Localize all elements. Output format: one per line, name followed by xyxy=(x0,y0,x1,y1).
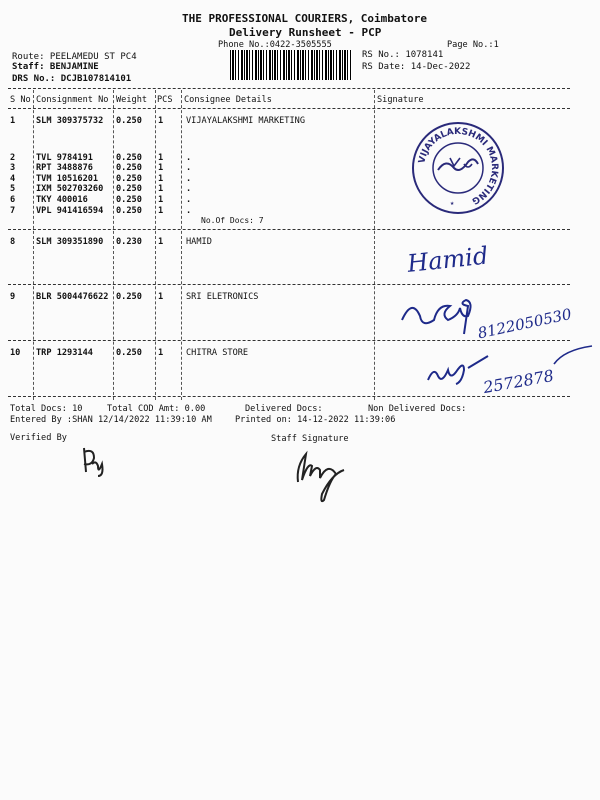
row-pcs: 1 xyxy=(158,292,164,302)
row-consignee: SRI ELETRONICS xyxy=(186,292,259,302)
page-number: Page No.:1 xyxy=(447,40,499,50)
row-consignment: TKY 400016 xyxy=(36,195,88,205)
phone-number: Phone No.:0422-3505555 xyxy=(218,40,332,50)
row-consignment: VPL 941416594 xyxy=(36,206,104,216)
col-divider xyxy=(113,90,114,400)
rs-date: RS Date: 14-Dec-2022 xyxy=(362,62,471,72)
route: Route: PEELAMEDU ST PC4 xyxy=(12,52,137,62)
row-consignment: BLR 5004476622 xyxy=(36,292,109,302)
handwritten-signature-hamid xyxy=(405,238,495,276)
row-weight: 0.250 xyxy=(116,348,142,358)
row-weight: 0.230 xyxy=(116,237,142,247)
row-sno: 3 xyxy=(10,163,16,173)
row-consignee: . xyxy=(186,153,192,163)
entered-by: Entered By :SHAN 12/14/2022 11:39:10 AM xyxy=(10,415,212,425)
col-header-weight: Weight xyxy=(116,95,148,105)
row-consignee: . xyxy=(186,163,192,173)
row-sno: 1 xyxy=(10,116,16,126)
row-consignment: TVL 9784191 xyxy=(36,153,93,163)
row-weight: 0.250 xyxy=(116,184,142,194)
col-header-consignee: Consignee Details xyxy=(184,95,272,105)
row-weight: 0.250 xyxy=(116,116,142,126)
row-consignee: CHITRA STORE xyxy=(186,348,249,358)
row-sno: 9 xyxy=(10,292,16,302)
col-divider xyxy=(155,90,156,400)
staff-name: Staff: BENJAMINE xyxy=(12,62,99,72)
row-sno: 6 xyxy=(10,195,16,205)
row-pcs: 1 xyxy=(158,348,164,358)
handwritten-signature-row9 xyxy=(398,290,583,343)
col-divider xyxy=(33,90,34,400)
signature-text: Hamid xyxy=(405,241,490,278)
header-bottom-rule xyxy=(8,108,570,109)
total-docs: Total Docs: 10 xyxy=(10,404,83,414)
staff-signature-label: Staff Signature xyxy=(271,434,349,444)
row-sno: 8 xyxy=(10,237,16,247)
handwritten-signature-row10 xyxy=(424,346,594,398)
col-header-signature: Signature xyxy=(377,95,424,105)
no-of-docs: No.Of Docs: 7 xyxy=(201,216,264,225)
row-separator xyxy=(8,284,570,285)
row-consignee: . xyxy=(186,184,192,194)
row-pcs: 1 xyxy=(158,174,164,184)
table-top-rule xyxy=(8,88,570,89)
company-stamp xyxy=(410,120,506,216)
col-divider xyxy=(374,90,375,400)
delivered-docs: Delivered Docs: xyxy=(245,404,323,414)
row-consignee: . xyxy=(186,174,192,184)
row-weight: 0.250 xyxy=(116,163,142,173)
row-sno: 5 xyxy=(10,184,16,194)
signature-phone-number: 8122050530 xyxy=(476,304,574,343)
row-weight: 0.250 xyxy=(116,206,142,216)
row-separator xyxy=(8,229,570,230)
row-weight: 0.250 xyxy=(116,195,142,205)
signature-stroke xyxy=(554,346,592,364)
row-consignee: . xyxy=(186,195,192,205)
document-title: Delivery Runsheet - PCP xyxy=(229,26,382,39)
row-consignment: TVM 10516201 xyxy=(36,174,99,184)
row-weight: 0.250 xyxy=(116,153,142,163)
non-delivered-docs: Non Delivered Docs: xyxy=(368,404,467,414)
rs-number: RS No.: 1078141 xyxy=(362,50,444,60)
staff-signature xyxy=(290,442,360,492)
row-consignee: HAMID xyxy=(186,237,212,247)
row-weight: 0.250 xyxy=(116,174,142,184)
svg-text:★: ★ xyxy=(450,199,455,207)
drs-number: DRS No.: DCJB107814101 xyxy=(12,74,132,84)
row-consignment: SLM 309351890 xyxy=(36,237,104,247)
col-header-pcs: PCS xyxy=(157,95,173,105)
col-header-consignment: Consignment No xyxy=(36,95,109,105)
row-consignment: SLM 309375732 xyxy=(36,116,104,126)
signature-number: 2572878 xyxy=(481,365,556,398)
row-consignment: RPT 3488876 xyxy=(36,163,93,173)
col-divider xyxy=(181,90,182,400)
row-sno: 7 xyxy=(10,206,16,216)
row-sno: 10 xyxy=(10,348,21,358)
row-consignment: TRP 1293144 xyxy=(36,348,93,358)
verifier-signature xyxy=(76,444,116,478)
stamp-text: VIJAYALAKSHMI MARKETING xyxy=(417,126,500,206)
company-name: THE PROFESSIONAL COURIERS, Coimbatore xyxy=(182,12,428,25)
total-cod-amount: Total COD Amt: 0.00 xyxy=(107,404,206,414)
row-pcs: 1 xyxy=(158,153,164,163)
barcode xyxy=(230,50,352,80)
row-pcs: 1 xyxy=(158,184,164,194)
row-pcs: 1 xyxy=(158,163,164,173)
row-pcs: 1 xyxy=(158,206,164,216)
printed-on: Printed on: 14-12-2022 11:39:06 xyxy=(235,415,396,425)
row-consignee: VIJAYALAKSHMI MARKETING xyxy=(186,116,305,126)
signature-scribble xyxy=(402,300,471,334)
signature-scribble xyxy=(428,356,488,384)
row-pcs: 1 xyxy=(158,116,164,126)
row-weight: 0.250 xyxy=(116,292,142,302)
row-consignment: IXM 502703260 xyxy=(36,184,104,194)
row-pcs: 1 xyxy=(158,195,164,205)
verified-by-label: Verified By xyxy=(10,433,67,443)
col-header-sno: S No xyxy=(10,95,31,105)
row-sno: 4 xyxy=(10,174,16,184)
row-sno: 2 xyxy=(10,153,16,163)
row-consignee: . xyxy=(186,206,192,216)
row-pcs: 1 xyxy=(158,237,164,247)
